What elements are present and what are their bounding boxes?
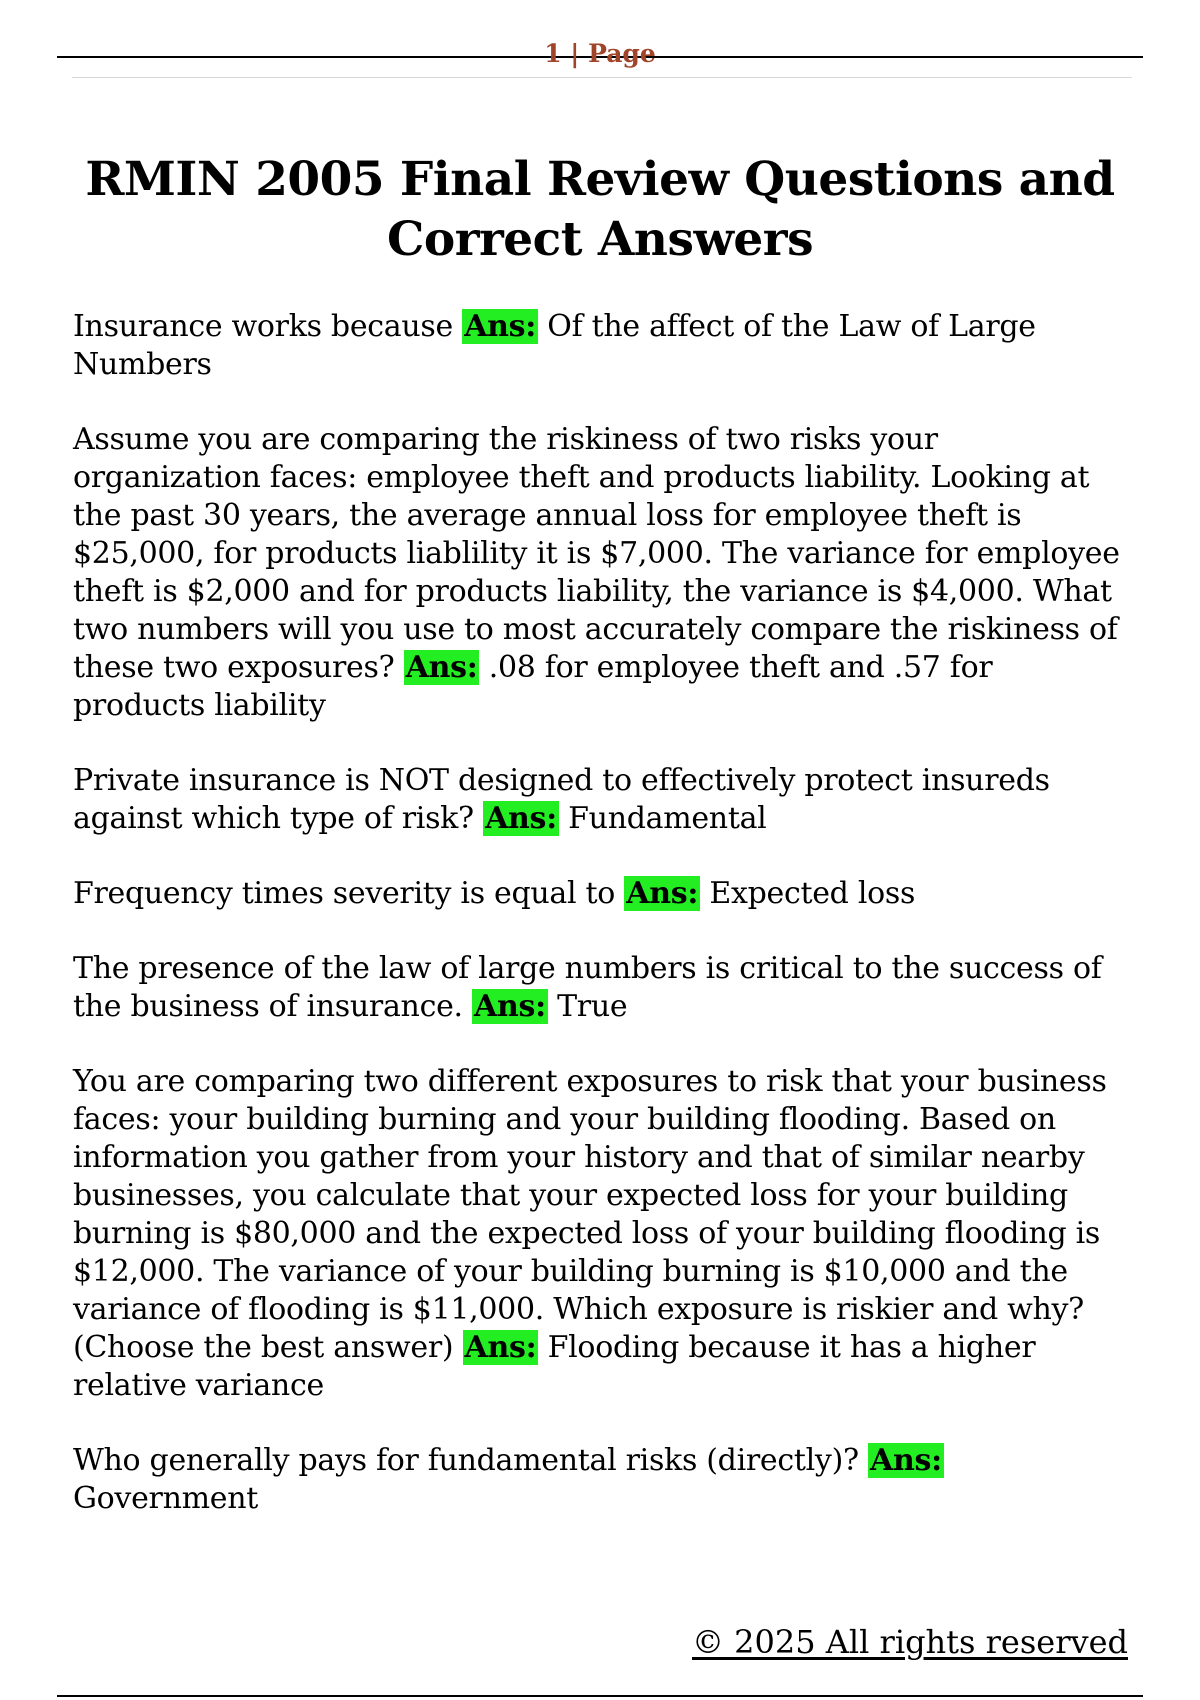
qa-item (73, 875, 1133, 913)
answer-text: Of the affect of the Law of Large Numbers (73, 309, 1036, 382)
question-text: Frequency times severity is equal to (73, 876, 625, 911)
document-title: RMIN 2005 Final Review Questions and Correct Answers (85, 152, 1115, 267)
question-text: Who generally pays for fundamental risks (directly)? (73, 1443, 868, 1478)
qa-item (73, 1063, 1133, 1405)
answer-marker: Ans: (474, 989, 546, 1024)
footer-rule (57, 1695, 1143, 1697)
answer-text: True (547, 989, 628, 1024)
question-text: Private insurance is NOT designed to effectively protect insureds against which type of risk? (73, 763, 1050, 836)
answer-text: .08 for employee theft and .57 for products liability (73, 650, 993, 723)
question-text: You are comparing two different exposures to risk that your business faces: your building burning and your building flooding. Based on information you gather from your history and that of similar nearby businesses, you calculate that your expected loss for your building burning is $80,000 and the expected loss of your building flooding is $12,000. The variance of your building burning is $10,000 and the variance of flooding is $11,000. Which exposure is riskier and why? (Choose the best answer) (73, 1064, 1107, 1365)
answer-text: Flooding because it has a higher relative variance (73, 1330, 1036, 1403)
qa-item (73, 421, 1133, 725)
question-text: The presence of the law of large numbers is critical to the success of the business of insurance. (73, 951, 1102, 1024)
qa-item (73, 762, 1133, 838)
question-text: Insurance works because (73, 309, 463, 344)
answer-marker: Ans: (485, 801, 557, 836)
answer-text: Fundamental (558, 801, 767, 836)
qa-item (73, 308, 1133, 384)
qa-item (73, 950, 1133, 1026)
qa-list (73, 308, 1133, 1555)
qa-item (73, 1442, 1133, 1518)
answer-marker: Ans: (464, 1330, 537, 1365)
page-label-text: 1 | Page (544, 39, 656, 68)
answer-marker: Ans: (464, 309, 537, 344)
header-rule-thin (72, 77, 1132, 78)
footer-copyright: © 2025 All rights reserved (692, 1623, 1128, 1661)
answer-marker: Ans: (870, 1443, 942, 1478)
answer-marker: Ans: (626, 876, 699, 911)
question-text: Assume you are comparing the riskiness of two risks your organization faces: employee theft and products liability. Looking at the past 30 years, the average annual loss for employee theft is $25,000, for products liablility it is $7,000. The variance for employee theft is $2,000 and for products liability, the variance is $4,000. What two numbers will you use to most accurately compare the riskiness of these two exposures? (73, 422, 1120, 685)
page-label (0, 38, 1200, 70)
answer-text: Expected loss (700, 876, 916, 911)
answer-text: Government (73, 1481, 258, 1516)
answer-marker: Ans: (405, 650, 478, 685)
